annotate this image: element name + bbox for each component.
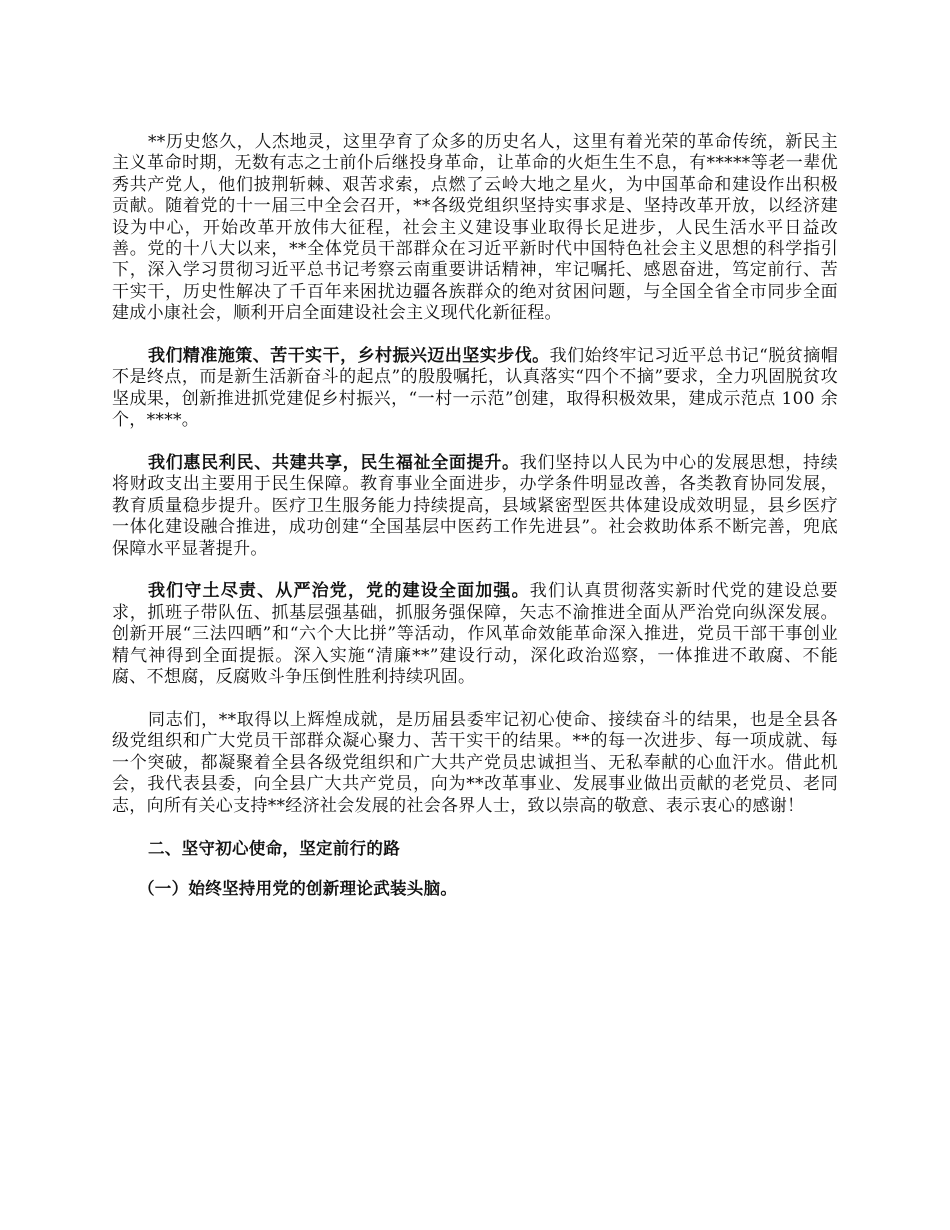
section-heading: 二、坚守初心使命，坚定前行的路 bbox=[148, 839, 400, 859]
paragraph-text: **历史悠久，人杰地灵，这里孕育了众多的历史名人，这里有着光荣的革命传统，新民主主义革命时期，无数有志之士前仆后继投身革命，让革命的火炬生生不息，有*****等老一辈优秀共产党人，他们披荆斩棘、艰苦求索，点燃了云岭大地之星火，为中国革命和建设作出积极贡献。随着党的十一届三中全会召开，**各级党组织坚持实事求是、坚持改革开放，以经济建设为中心，开始改革开放伟大征程，社会主义建设事业取得长足进步，人民生活水平日益改善。党的十八大以来，**全体党员干部群众在习近平新时代中国特色社会主义思想的科学指引下，深入学习贯彻习近平总书记考察云南重要讲话精神，牢记嘱托、感恩奋进，笃定前行、苦干实干，历史性解决了千百年来困扰边疆各族群众的绝对贫困问题，与全国全省全市同步全面建成小康社会，顺利开启全面建设社会主义现代化新征程。 bbox=[112, 132, 838, 324]
paragraph-livelihood bbox=[112, 453, 838, 560]
paragraph-lead: 我们惠民利民、共建共享，民生福祉全面提升。 bbox=[148, 453, 520, 474]
subsection-heading: （一）始终坚持用党的创新理论武装头脑。 bbox=[138, 878, 458, 898]
paragraph-lead: 我们精准施策、苦干实干，乡村振兴迈出坚实步伐。 bbox=[148, 346, 550, 367]
document-page bbox=[112, 132, 838, 899]
paragraph-history bbox=[112, 132, 838, 325]
paragraph-text: 我们认真贯彻落实新时代党的建设总要求，抓班子带队伍、抓基层强基础，抓服务强保障，矢志不渝推进全面从严治党向纵深发展。创新开展“三法四晒”和“六个大比拼”等活动，作风革命效能革命深入推进，党员干部干事创业精气神得到全面提振。深入实施“清廉**”建设行动，深化政治巡察，一体推进不敢腐、不能腐、不想腐，反腐败斗争压倒性胜利持续巩固。 bbox=[112, 581, 838, 688]
paragraph-rural-revitalization bbox=[112, 346, 838, 432]
paragraph-text: 我们坚持以人民为中心的发展思想，持续将财政支出主要用于民生保障。教育事业全面进步，办学条件明显改善，各类教育协同发展，教育质量稳步提升。医疗卫生服务能力持续提高，县域紧密型医共体建设成效明显，县乡医疗一体化建设融合推进，成功创建“全国基层中医药工作先进县”。社会救助体系不断完善，兜底保障水平显著提升。 bbox=[112, 453, 838, 559]
paragraph-gratitude bbox=[112, 710, 838, 817]
paragraph-text: 我们始终牢记习近平总书记“脱贫摘帽不是终点，而是新生活新奋斗的起点”的殷殷嘱托，认真落实“四个不摘”要求，全力巩固脱贫攻坚成果，创新推进抓党建促乡村振兴，“一村一示范”创建，取得积极效果，建成示范点 100 余个，****。 bbox=[112, 346, 838, 431]
paragraph-lead: 我们守土尽责、从严治党，党的建设全面加强。 bbox=[148, 581, 530, 602]
paragraph-party-building bbox=[112, 581, 838, 688]
paragraph-text: 同志们，**取得以上辉煌成就，是历届县委牢记初心使命、接续奋斗的结果，也是全县各级党组织和广大党员干部群众凝心聚力、苦干实干的结果。**的每一次进步、每一项成就、每一个突破，都凝聚着全县各级党组织和广大共产党员忠诚担当、无私奉献的心血汗水。借此机会，我代表县委，向全县广大共产党员，向为**改革事业、发展事业做出贡献的老党员、老同志，向所有关心支持**经济社会发展的社会各界人士，致以崇高的敬意、表示衷心的感谢！ bbox=[112, 709, 838, 816]
